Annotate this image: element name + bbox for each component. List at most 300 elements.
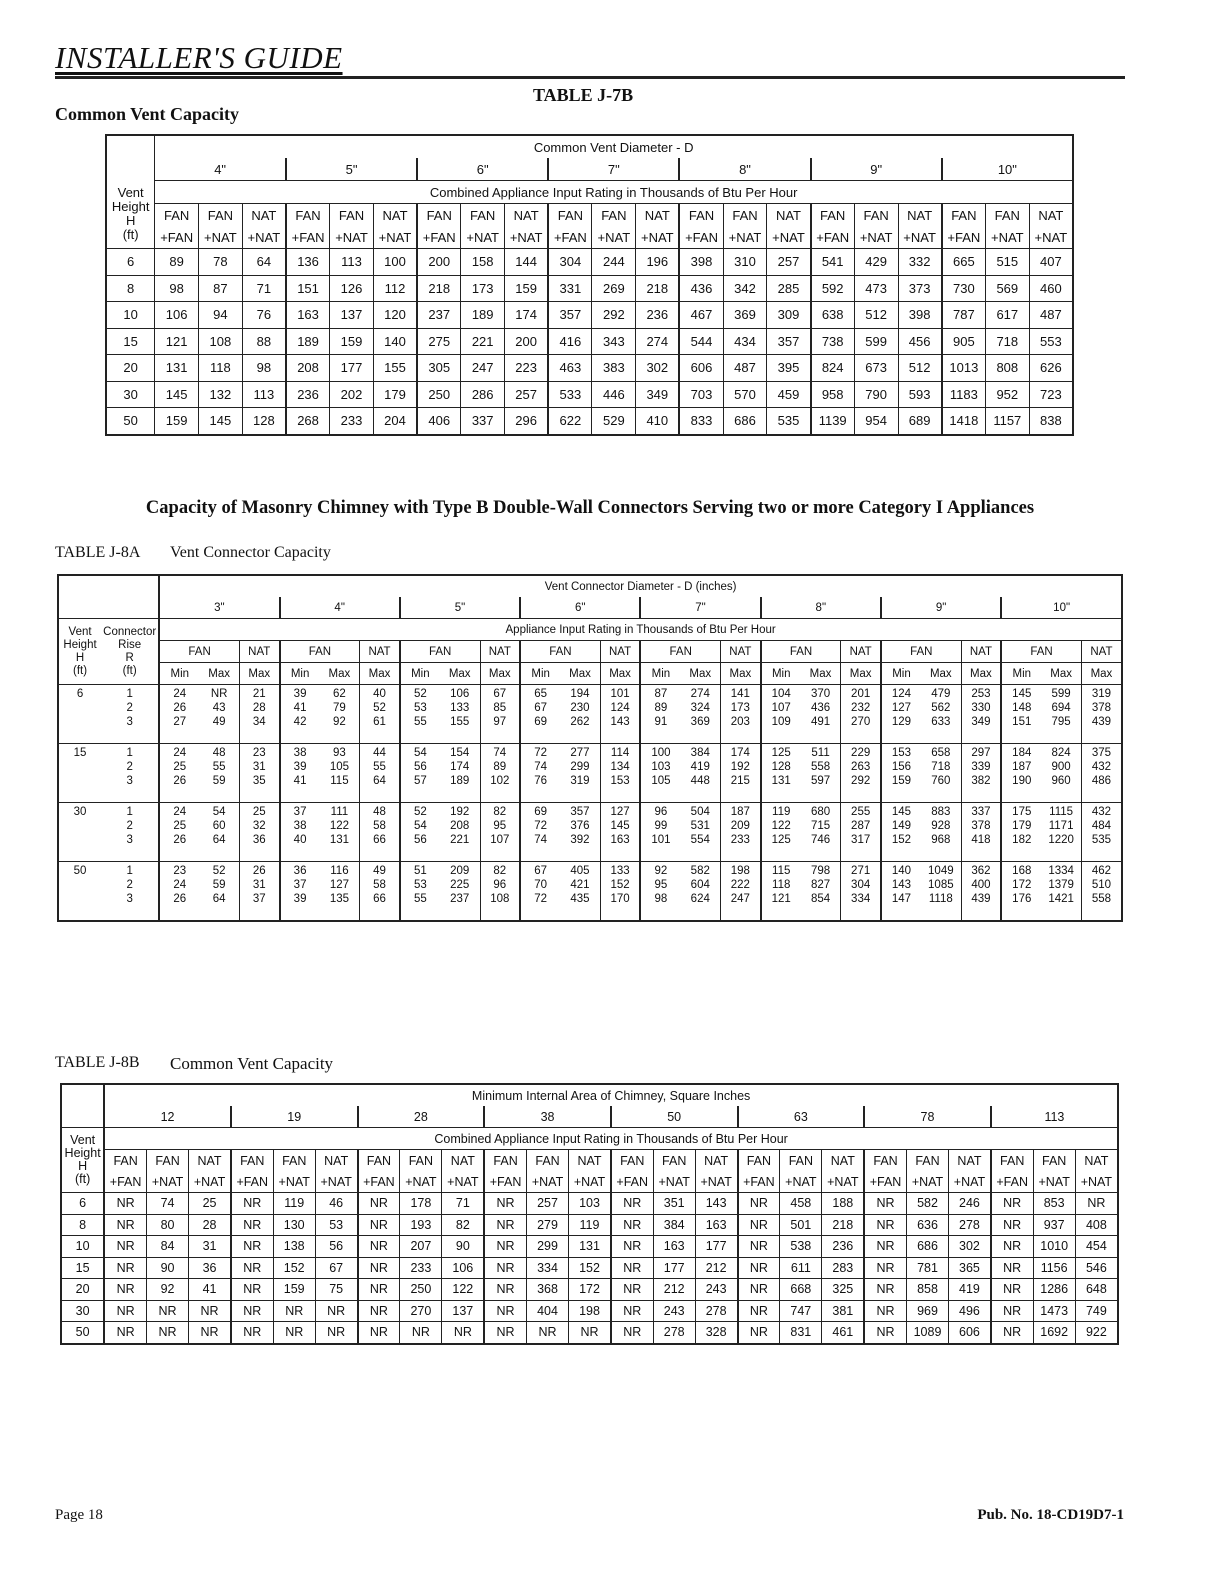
value: 55 <box>413 893 427 905</box>
value-cell: 193 <box>400 1214 442 1236</box>
value-cell: 790 <box>854 381 898 408</box>
vent-height-cell: 15 <box>61 1257 104 1279</box>
column-header: +NAT <box>461 226 505 249</box>
value-cell: 395 <box>767 355 811 382</box>
area-header: 28 <box>358 1106 485 1128</box>
value-cell <box>400 862 440 922</box>
value: 182 <box>1012 834 1032 846</box>
connector-label-line: Rise <box>118 638 142 651</box>
value-cell: 958 <box>811 381 855 408</box>
value: 107 <box>771 702 791 714</box>
column-header: FAN <box>199 204 243 227</box>
value: 1220 <box>1048 834 1074 846</box>
value-cell: 145 <box>155 381 199 408</box>
value-cell: 237 <box>417 302 461 329</box>
value: 558 <box>810 761 831 773</box>
column-header: FAN <box>780 1150 822 1172</box>
value-cell: 611 <box>780 1257 822 1279</box>
fan-header: FAN <box>761 641 841 663</box>
value: 376 <box>570 820 590 832</box>
page-number: Page 18 <box>55 1507 103 1523</box>
connector-rise-cell <box>101 744 159 803</box>
table-row-block <box>58 685 1122 744</box>
value-cell: 188 <box>822 1193 864 1215</box>
vent-height-cell: 8 <box>106 275 155 302</box>
value-cell: NR <box>189 1300 231 1322</box>
value-cell: NR <box>231 1257 273 1279</box>
value-cell <box>721 744 761 803</box>
value-cell: 686 <box>906 1236 948 1258</box>
value: 115 <box>330 775 349 787</box>
value-cell: 250 <box>417 381 461 408</box>
max-header: Max <box>320 663 360 685</box>
value: 378 <box>971 820 991 832</box>
value: 49 <box>212 716 226 728</box>
value-cell: 233 <box>400 1257 442 1279</box>
value: 1171 <box>1048 820 1074 832</box>
value: 324 <box>690 702 710 714</box>
value: 100 <box>651 747 671 759</box>
nat-header: NAT <box>360 641 400 663</box>
column-header: +NAT <box>146 1171 188 1193</box>
value-cell <box>921 744 961 803</box>
max-header: Max <box>921 663 961 685</box>
value-cell: NR <box>231 1279 273 1301</box>
column-header: FAN <box>146 1150 188 1172</box>
value-cell: NR <box>991 1300 1033 1322</box>
value-cell: 365 <box>949 1257 991 1279</box>
table-j8b <box>60 1083 1119 1345</box>
value-cell: 299 <box>526 1236 568 1258</box>
value: 39 <box>293 893 307 905</box>
value: 108 <box>490 893 510 905</box>
min-header: Min <box>881 663 921 685</box>
diameter-header: 9" <box>811 158 942 181</box>
diameter-header: 3" <box>159 597 279 619</box>
header-row <box>58 575 1122 597</box>
value-cell: 461 <box>822 1322 864 1344</box>
max-header: Max <box>239 663 279 685</box>
value: 1085 <box>928 879 954 891</box>
value-cell: 41 <box>189 1279 231 1301</box>
vent-height-cell: 10 <box>61 1236 104 1258</box>
value-cell: NR <box>484 1257 526 1279</box>
diameter-label: Common Vent Diameter - D <box>155 135 1073 158</box>
value-cell: 137 <box>330 302 374 329</box>
column-header: NAT <box>695 1150 737 1172</box>
column-header-row <box>106 204 1073 227</box>
column-header: NAT <box>189 1150 231 1172</box>
value-cell <box>1041 685 1081 744</box>
value: 101 <box>610 688 630 700</box>
column-header: +FAN <box>484 1171 526 1193</box>
table-row <box>61 1300 1118 1322</box>
vent-height-label <box>106 181 155 249</box>
value: 225 <box>450 879 470 891</box>
table-row <box>106 302 1073 329</box>
value-cell: 89 <box>155 249 199 276</box>
value-cell: 140 <box>373 328 417 355</box>
value: 131 <box>329 834 350 846</box>
column-header: FAN <box>526 1150 568 1172</box>
connector-rise-cell <box>101 685 159 744</box>
rating-row <box>106 181 1073 204</box>
column-header: FAN <box>273 1150 315 1172</box>
value-cell <box>961 685 1001 744</box>
value: 131 <box>771 775 791 787</box>
value-cell <box>239 803 279 862</box>
value: 36 <box>252 834 266 846</box>
value: 23 <box>252 747 266 759</box>
value-cell: NR <box>358 1322 400 1344</box>
value-cell <box>881 744 921 803</box>
value-cell: 278 <box>949 1214 991 1236</box>
value: 56 <box>413 761 427 773</box>
value-cell <box>320 685 360 744</box>
value-cell: 112 <box>373 275 417 302</box>
value-cell: 617 <box>985 302 1029 329</box>
value-cell: 349 <box>636 381 680 408</box>
value-cell <box>640 803 680 862</box>
value: 55 <box>212 761 226 773</box>
value-cell <box>761 803 801 862</box>
value: 82 <box>493 865 507 877</box>
value-cell: NR <box>273 1322 315 1344</box>
vent-height-cell: 50 <box>61 1322 104 1344</box>
value: 187 <box>1012 761 1032 773</box>
value: 38 <box>293 747 307 759</box>
table-row <box>61 1257 1118 1279</box>
value: 42 <box>293 716 307 728</box>
column-header: FAN <box>738 1150 780 1172</box>
fan-header: FAN <box>1001 641 1081 663</box>
value-cell: 159 <box>505 275 549 302</box>
column-header-row <box>61 1150 1118 1172</box>
value-cell: 274 <box>636 328 680 355</box>
rating-row <box>61 1128 1118 1150</box>
value: 74 <box>493 747 507 759</box>
value-cell: 158 <box>461 249 505 276</box>
value: 67 <box>534 702 548 714</box>
vent-height-cell: 15 <box>106 328 155 355</box>
value-cell <box>320 862 360 922</box>
value-cell: 703 <box>679 381 723 408</box>
table-j8a-subtitle: Vent Connector Capacity <box>170 544 331 561</box>
value: 192 <box>450 806 470 818</box>
value: 369 <box>690 716 710 728</box>
value: 79 <box>333 702 346 714</box>
value-cell: NR <box>991 1322 1033 1344</box>
value-cell: 749 <box>1075 1300 1118 1322</box>
vent-label-line: H <box>125 213 136 229</box>
vent-label-line: Vent <box>70 1133 96 1147</box>
value-cell: 257 <box>767 249 811 276</box>
value: 134 <box>610 761 630 773</box>
column-header: +NAT <box>653 1171 695 1193</box>
value: 319 <box>570 775 590 787</box>
rise-value: 3 <box>126 893 133 905</box>
column-header: FAN <box>417 204 461 227</box>
table-row <box>61 1236 1118 1258</box>
value-cell <box>881 862 921 922</box>
value: 52 <box>413 688 427 700</box>
value-cell <box>440 685 480 744</box>
value: 418 <box>971 834 991 846</box>
area-header: 12 <box>104 1106 231 1128</box>
value: 1421 <box>1048 893 1074 905</box>
value-cell: 87 <box>199 275 243 302</box>
area-header: 19 <box>231 1106 358 1128</box>
value-cell: 247 <box>461 355 505 382</box>
value: 54 <box>212 806 226 818</box>
value-cell <box>600 744 640 803</box>
value: 928 <box>931 820 951 832</box>
value-cell: 103 <box>569 1193 611 1215</box>
column-header: +FAN <box>991 1171 1033 1193</box>
value-cell: NR <box>484 1300 526 1322</box>
value: 24 <box>173 806 187 818</box>
value-cell: 53 <box>315 1214 357 1236</box>
value-cell: 100 <box>373 249 417 276</box>
value: 854 <box>810 893 831 905</box>
value: 133 <box>610 865 630 877</box>
value: 531 <box>690 820 710 832</box>
value: 92 <box>333 716 346 728</box>
column-header-row <box>61 1171 1118 1193</box>
value-cell <box>761 685 801 744</box>
column-header: NAT <box>315 1150 357 1172</box>
column-header: FAN <box>592 204 636 227</box>
value: 209 <box>730 820 750 832</box>
column-header: +NAT <box>767 226 811 249</box>
value: 89 <box>654 702 668 714</box>
value: 604 <box>690 879 710 891</box>
value-cell: 357 <box>767 328 811 355</box>
value-cell: NR <box>104 1300 146 1322</box>
value-cell: 473 <box>854 275 898 302</box>
nat-header: NAT <box>480 641 520 663</box>
value-cell: 163 <box>286 302 330 329</box>
value: 111 <box>330 806 349 818</box>
column-header: +FAN <box>417 226 461 249</box>
value: 292 <box>851 775 871 787</box>
value-cell: 456 <box>898 328 942 355</box>
value-cell <box>480 862 520 922</box>
value-cell <box>841 744 881 803</box>
value-cell: 75 <box>315 1279 357 1301</box>
value-cell: 189 <box>286 328 330 355</box>
value-cell <box>360 862 400 922</box>
value-cell: 198 <box>569 1300 611 1322</box>
value-cell: 143 <box>695 1193 737 1215</box>
table-row <box>61 1322 1118 1344</box>
area-header: 78 <box>864 1106 991 1128</box>
value-cell: 302 <box>949 1236 991 1258</box>
column-header: +NAT <box>898 226 942 249</box>
value-cell: NR <box>104 1322 146 1344</box>
value-cell: 196 <box>636 249 680 276</box>
min-max-row <box>58 663 1122 685</box>
value: 174 <box>450 761 470 773</box>
value: 141 <box>730 688 750 700</box>
value: 37 <box>293 806 307 818</box>
value-cell <box>400 744 440 803</box>
column-header: +FAN <box>548 226 592 249</box>
min-header: Min <box>520 663 560 685</box>
value-cell: 718 <box>985 328 1029 355</box>
value: 26 <box>173 893 187 905</box>
value-cell: 145 <box>199 408 243 435</box>
nat-header: NAT <box>239 641 279 663</box>
value: 124 <box>891 688 912 700</box>
diameter-label: Vent Connector Diameter - D (inches) <box>159 575 1122 597</box>
value-cell: NR <box>104 1193 146 1215</box>
value-cell: 250 <box>400 1279 442 1301</box>
value-cell <box>280 803 320 862</box>
value-cell: 922 <box>1075 1322 1118 1344</box>
value-cell: 1183 <box>942 381 986 408</box>
value-cell <box>801 685 841 744</box>
value-cell: 67 <box>315 1257 357 1279</box>
value-cell: NR <box>104 1236 146 1258</box>
value-cell: 130 <box>273 1214 315 1236</box>
value-cell: 279 <box>526 1214 568 1236</box>
value-cell <box>640 862 680 922</box>
value-cell: 28 <box>189 1214 231 1236</box>
column-header: +NAT <box>723 226 767 249</box>
value: 74 <box>534 761 548 773</box>
value-cell: 384 <box>653 1214 695 1236</box>
column-header: FAN <box>991 1150 1033 1172</box>
value: 247 <box>730 893 750 905</box>
column-header: +FAN <box>679 226 723 249</box>
value: 263 <box>851 761 871 773</box>
column-header: +FAN <box>358 1171 400 1193</box>
value: 128 <box>771 761 791 773</box>
value-cell: 152 <box>569 1257 611 1279</box>
value-cell: 351 <box>653 1193 695 1215</box>
value-cell: 177 <box>653 1257 695 1279</box>
value: 151 <box>1012 716 1032 728</box>
value: 221 <box>450 834 470 846</box>
value: 147 <box>891 893 912 905</box>
value-cell <box>480 803 520 862</box>
value-cell: 243 <box>653 1300 695 1322</box>
value: 66 <box>373 834 386 846</box>
column-header: FAN <box>330 204 374 227</box>
area-header: 38 <box>484 1106 611 1128</box>
value-cell <box>600 685 640 744</box>
value-cell <box>1041 744 1081 803</box>
value-cell: 665 <box>942 249 986 276</box>
value-cell <box>680 862 720 922</box>
value-cell <box>801 803 841 862</box>
column-header: NAT <box>767 204 811 227</box>
value: 582 <box>690 865 710 877</box>
value-cell <box>320 744 360 803</box>
value-cell <box>1041 803 1081 862</box>
value: 119 <box>772 806 791 818</box>
value-cell: NR <box>231 1236 273 1258</box>
value-cell <box>560 744 600 803</box>
column-header: +NAT <box>985 226 1029 249</box>
value-cell: 25 <box>189 1193 231 1215</box>
value-cell: 487 <box>1029 302 1073 329</box>
value-cell: 383 <box>592 355 636 382</box>
value-cell: NR <box>611 1236 653 1258</box>
value-cell: 325 <box>822 1279 864 1301</box>
value: 968 <box>931 834 951 846</box>
column-header: FAN <box>985 204 1029 227</box>
connector-rise-cell <box>101 803 159 862</box>
rise-value: 1 <box>126 747 133 759</box>
value-cell: 208 <box>286 355 330 382</box>
value: 491 <box>810 716 831 728</box>
value-cell: 515 <box>985 249 1029 276</box>
rating-label: Combined Appliance Input Rating in Thousands of Btu Per Hour <box>155 181 1073 204</box>
value: 189 <box>450 775 470 787</box>
value: 233 <box>730 834 750 846</box>
value-cell: 278 <box>653 1322 695 1344</box>
value: 122 <box>771 820 791 832</box>
value: 319 <box>1091 688 1112 700</box>
value-cell: NR <box>738 1193 780 1215</box>
value-cell <box>841 685 881 744</box>
value: 203 <box>730 716 750 728</box>
rise-value: 3 <box>126 775 133 787</box>
value-cell: 159 <box>273 1279 315 1301</box>
table-j8b-caption: TABLE J-8B <box>55 1054 140 1071</box>
value-cell <box>440 744 480 803</box>
connector-label-line: (ft) <box>122 664 137 677</box>
column-header: +NAT <box>315 1171 357 1193</box>
value: 26 <box>173 834 187 846</box>
value: 103 <box>651 761 671 773</box>
value: 74 <box>534 834 548 846</box>
value: 59 <box>212 879 226 891</box>
value-cell: NR <box>864 1279 906 1301</box>
value-cell: NR <box>611 1322 653 1344</box>
value-cell <box>921 803 961 862</box>
value: 201 <box>851 688 871 700</box>
diameter-header: 8" <box>761 597 881 619</box>
value-cell: 331 <box>548 275 592 302</box>
value: 127 <box>891 702 912 714</box>
value-cell: 648 <box>1075 1279 1118 1301</box>
value-cell: 119 <box>569 1214 611 1236</box>
value-cell: 398 <box>679 249 723 276</box>
value-cell: NR <box>484 1214 526 1236</box>
value-cell: 408 <box>1075 1214 1118 1236</box>
value: 339 <box>971 761 991 773</box>
column-header: +NAT <box>1029 226 1073 249</box>
value-cell: 71 <box>442 1193 484 1215</box>
value: 435 <box>570 893 590 905</box>
value-cell: 496 <box>949 1300 991 1322</box>
value: 370 <box>810 688 831 700</box>
value-cell: 119 <box>273 1193 315 1215</box>
value-cell: 781 <box>906 1257 948 1279</box>
min-header: Min <box>159 663 199 685</box>
diameter-header: 10" <box>1001 597 1122 619</box>
connector-rise-cell <box>101 862 159 922</box>
value-cell: 831 <box>780 1322 822 1344</box>
value: 70 <box>534 879 548 891</box>
value: 89 <box>493 761 507 773</box>
value-cell: 373 <box>898 275 942 302</box>
column-header: FAN <box>231 1150 273 1172</box>
value: 143 <box>891 879 912 891</box>
